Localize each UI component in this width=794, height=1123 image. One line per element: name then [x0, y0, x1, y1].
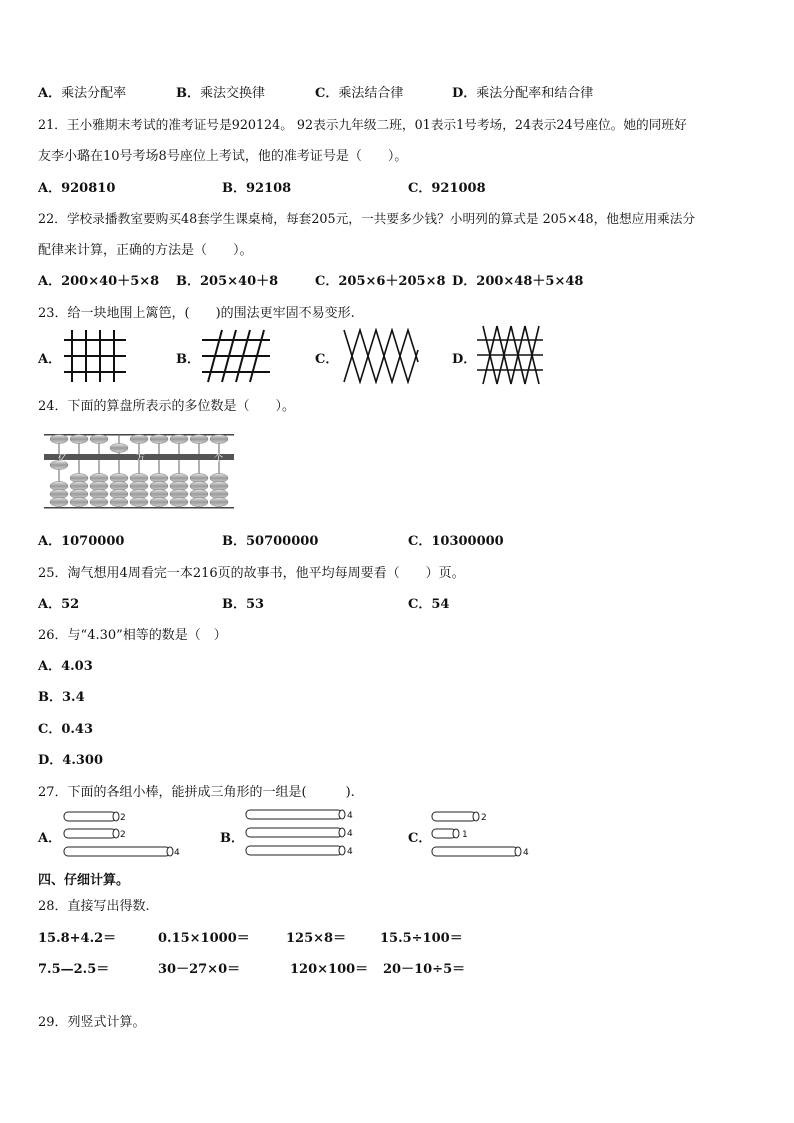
abacus-bead [190, 435, 208, 444]
q28-text-line1: 28．直接写出得数. [38, 899, 150, 914]
rods-group-c-figure [430, 810, 536, 860]
q22-option-d: D．200×48＋5×48 [452, 274, 584, 289]
q26-option-b: B．3.4 [38, 690, 85, 705]
rod-b2-length: 4 [347, 829, 353, 839]
calc-item: 125×8＝ [286, 931, 347, 946]
q20-option-a: A．乘法分配率 [38, 86, 127, 101]
abacus-bead [150, 498, 168, 507]
abacus-bead [130, 474, 148, 483]
q21-option-a: A．920810 [38, 181, 116, 196]
q21-option-c: C．921008 [408, 181, 486, 196]
q26-option-a: A．4.03 [38, 659, 93, 674]
q22-option-a: A．200×40＋5×8 [38, 274, 160, 289]
abacus-bead [110, 498, 128, 507]
abacus-bead [130, 498, 148, 507]
q27-option-a-letter: A． [38, 831, 62, 846]
calc-item: 7.5—2.5＝ [38, 962, 110, 977]
q25-option-b: B．53 [222, 597, 265, 612]
q23-option-c-letter: C． [315, 352, 339, 367]
q27-option-c-letter: C． [408, 831, 432, 846]
abacus-bead [70, 482, 88, 491]
calc-item: 20－10÷5＝ [383, 962, 466, 977]
q22-text-line1: 22．学校录播教室要购买48套学生课桌椅，每套205元，一共要多少钱？小明列的算式是 205×48，他想应用乘法分 [38, 211, 696, 226]
abacus-bead [170, 435, 188, 444]
abacus-bead [50, 482, 68, 491]
rod-c1-length: 2 [481, 813, 487, 823]
rod-a1-length: 2 [120, 813, 126, 823]
q29-text-line1: 29．列竖式计算。 [38, 1015, 146, 1030]
q24-option-b: B．50700000 [222, 534, 319, 549]
q22-option-b: B．205×40＋8 [176, 274, 279, 289]
calc-item: 15.5÷100＝ [380, 931, 463, 946]
q21-option-b: B．92108 [222, 181, 292, 196]
calc-item: 0.15×1000＝ [158, 931, 250, 946]
fence-grid-figure [62, 328, 128, 384]
abacus-bead [190, 498, 208, 507]
abacus-bead [210, 435, 228, 444]
abacus-bead [90, 498, 108, 507]
abacus-bead [130, 490, 148, 499]
q24-text-line1: 24．下面的算盘所表示的多位数是（ ）。 [38, 399, 296, 414]
abacus-label-ge: 个 [214, 454, 224, 464]
abacus-bead [90, 474, 108, 483]
rod-a2-length: 2 [120, 830, 126, 840]
q23-option-b-letter: B． [176, 352, 200, 367]
calc-item: 30－27×0＝ [158, 962, 241, 977]
calc-item: 15.8+4.2＝ [38, 931, 117, 946]
abacus-bead [130, 435, 148, 444]
abacus-bead [110, 482, 128, 491]
abacus-bead [210, 474, 228, 483]
abacus-bead [70, 474, 88, 483]
q24-option-c: C．10300000 [408, 534, 504, 549]
abacus-bead [210, 498, 228, 507]
rods-group-a-figure [62, 810, 182, 860]
q24-option-a: A．1070000 [38, 534, 125, 549]
abacus-bead [170, 482, 188, 491]
abacus-bead [50, 435, 68, 444]
abacus-bead [210, 482, 228, 491]
abacus-bead [90, 482, 108, 491]
q26-text-line1: 26．与“4.30”相等的数是（ ） [38, 628, 227, 643]
abacus-bead [110, 490, 128, 499]
q26-option-c: C．0.43 [38, 722, 94, 737]
q22-option-c: C．205×6＋205×8 [315, 274, 446, 289]
abacus-bead [150, 482, 168, 491]
q23-option-a-letter: A． [38, 352, 62, 367]
abacus-bead [170, 474, 188, 483]
q21-text-line2: 友李小璐在10号考场8号座位上考试，他的准考证号是（ ）。 [38, 149, 408, 164]
fence-zigzag-figure [340, 328, 422, 384]
abacus-bead [150, 474, 168, 483]
abacus-bead [150, 490, 168, 499]
q23-option-d-letter: D． [452, 352, 477, 367]
rod-b3-length: 4 [347, 847, 353, 857]
abacus-bead [50, 498, 68, 507]
rod-c3-length: 4 [523, 848, 529, 858]
abacus-label-yi: 亿 [58, 454, 68, 464]
abacus-bead [170, 490, 188, 499]
abacus-bead [210, 490, 228, 499]
abacus-figure [44, 430, 234, 512]
fence-slanted-figure [200, 328, 272, 384]
q20-option-c: C．乘法结合律 [315, 86, 404, 101]
abacus-bead [70, 490, 88, 499]
abacus-bead [90, 435, 108, 444]
rods-group-b-figure [244, 808, 360, 860]
q27-text-line1: 27．下面的各组小棒，能拼成三角形的一组是( ). [38, 785, 355, 800]
q23-text-line1: 23．给一块地围上篱笆，( )的围法更牢固不易变形. [38, 306, 355, 321]
rod-c2-length: 1 [462, 830, 468, 840]
abacus-bead [70, 498, 88, 507]
q25-option-c: C．54 [408, 597, 450, 612]
q27-option-b-letter: B． [220, 831, 244, 846]
abacus-bead [170, 498, 188, 507]
q21-text-line1: 21．王小雅期末考试的准考证号是920124。 92表示九年级二班，01表示1号考场，24表示24号座位。她的同班好 [38, 117, 687, 132]
abacus-bead [190, 482, 208, 491]
q26-option-d: D．4.300 [38, 753, 103, 768]
abacus-bead [70, 435, 88, 444]
fence-crosshatch-figure [475, 324, 545, 386]
abacus-bead [190, 490, 208, 499]
abacus-bead [130, 482, 148, 491]
q25-text-line1: 25．淘气想用4周看完一本216页的故事书，他平均每周要看（ ）页。 [38, 566, 465, 581]
rod-b1-length: 4 [347, 811, 353, 821]
section-heading: 四、仔细计算。 [38, 873, 130, 888]
q20-option-b: B．乘法交换律 [176, 86, 266, 101]
abacus-bead [110, 474, 128, 483]
abacus-bead [110, 444, 128, 453]
abacus-label-wan: 万 [136, 454, 146, 464]
abacus-bead [190, 474, 208, 483]
abacus-bead [150, 435, 168, 444]
q20-option-d: D．乘法分配率和结合律 [452, 86, 594, 101]
calc-item: 120×100＝ [290, 962, 369, 977]
abacus-bead [90, 490, 108, 499]
rod-a3-length: 4 [174, 848, 180, 858]
q25-option-a: A．52 [38, 597, 80, 612]
abacus-bead [50, 490, 68, 499]
q22-text-line2: 配律来计算，正确的方法是（ ）。 [38, 243, 253, 258]
